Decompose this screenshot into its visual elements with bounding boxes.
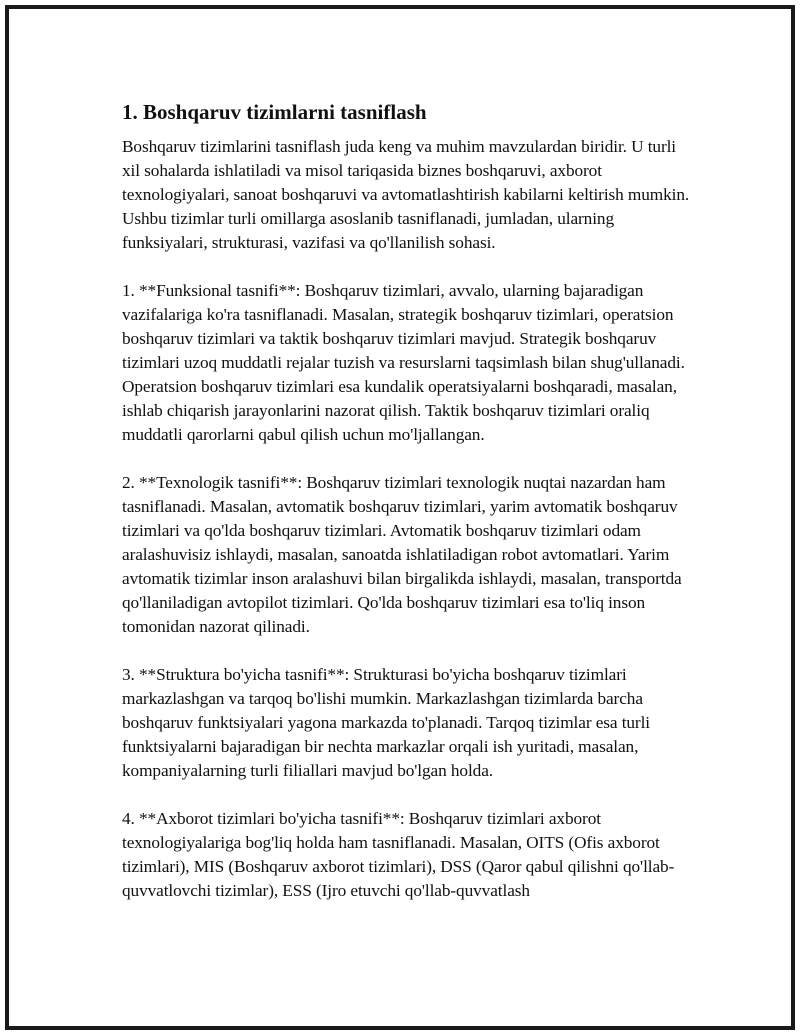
technological-classification-paragraph: 2. **Texnologik tasnifi**: Boshqaruv tizimlari texnologik nuqtai nazardan ham tasniflanadi. Masalan, avtomatik boshqaruv tizimlari, yarim avtomatik boshqaruv tizimlari va qo'lda boshqaruv tizimlari. Avtomatik boshqaruv tizimlari odam aralashuvisiz ishlaydi, masalan, sanoatda ishlatiladigan robot avtomatlari. Yarim avtomatik tizimlar inson aralashuvi bilan birgalikda ishlaydi, masalan, transportda qo'llaniladigan avtopilot tizimlari. Qo'lda boshqaruv tizimlari esa to'liq inson tomonidan nazorat qilinadi. (122, 473, 682, 636)
functional-classification-paragraph: 1. **Funksional tasnifi**: Boshqaruv tizimlari, avvalo, ularning bajaradigan vazifalariga ko'ra tasniflanadi. Masalan, strategik boshqaruv tizimlari, operatsion boshqaruv tizimlari va taktik boshqaruv tizimlari mavjud. Strategik boshqaruv tizimlari uzoq muddatli rejalar tuzish va resurslarni taqsimlash bilan shug'ullanadi. Operatsion boshqaruv tizimlari esa kundalik operatsiyalarni boshqaradi, masalan, ishlab chiqarish jarayonlarini nazorat qilish. Taktik boshqaruv tizimlari oraliq muddatli qarorlarni qabul qilish uchun mo'ljallangan. (122, 281, 685, 444)
document-title: 1. Boshqaruv tizimlarni tasniflash (122, 100, 427, 124)
information-systems-classification-paragraph: 4. **Axborot tizimlari bo'yicha tasnifi**: Boshqaruv tizimlari axborot texnologiyalariga bog'liq holda ham tasniflanadi. Masalan, OITS (Ofis axborot tizimlari), MIS (Boshqaruv axborot tizimlari), DSS (Qaror qabul qilishni qo'llab-quvvatlovchi tizimlar), ESS (Ijro etuvchi qo'llab-quvvatlash (122, 809, 675, 900)
intro-paragraph: Boshqaruv tizimlarini tasniflash juda keng va muhim mavzulardan biridir. U turli xil sohalarda ishlatiladi va misol tariqasida biznes boshqaruvi, axborot texnologiyalari, sanoat boshqaruvi va avtomatlashtirish kabilarni keltirish mumkin. Ushbu tizimlar turli omillarga asoslanib tasniflanadi, jumladan, ularning funksiyalari, strukturasi, vazifasi va qo'llanilish sohasi. (122, 137, 690, 252)
structural-classification-paragraph: 3. **Struktura bo'yicha tasnifi**: Strukturasi bo'yicha boshqaruv tizimlari markazlashgan va tarqoq bo'lishi mumkin. Markazlashgan tizimlarda barcha boshqaruv funktsiyalari yagona markazda to'planadi. Tarqoq tizimlar esa turli funktsiyalarni bajaradigan bir nechta markazlar orqali ish yuritadi, masalan, kompaniyalarning turli filiallari mavjud bo'lgan holda. (122, 665, 650, 780)
page-frame (5, 5, 795, 1030)
document-body (122, 97, 692, 927)
